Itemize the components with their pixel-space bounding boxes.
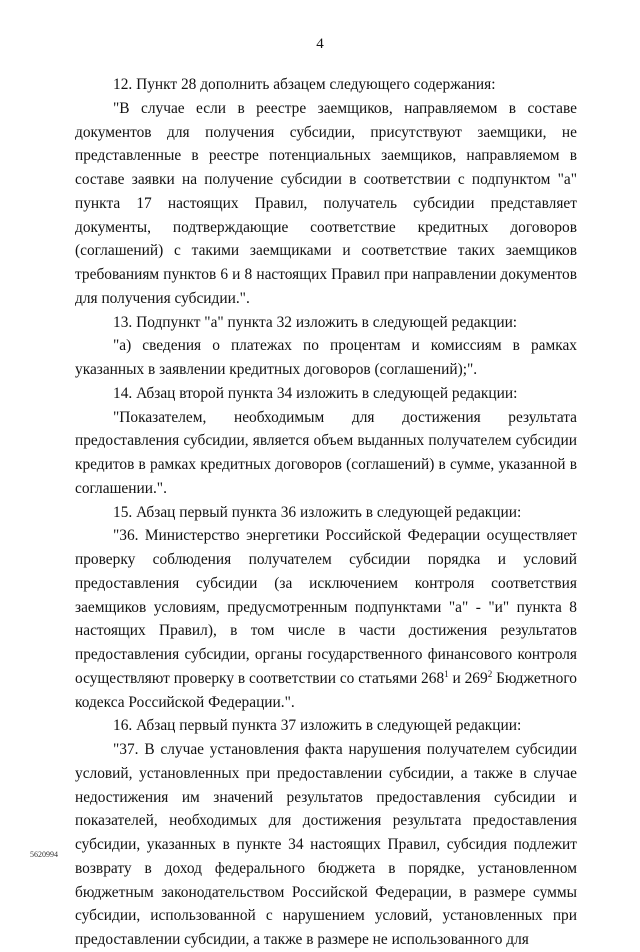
conjunction: и xyxy=(448,669,465,687)
item-14-heading: 14. Абзац второй пункта 34 изложить в следующей редакции: xyxy=(113,384,518,402)
article-superscript: 2 xyxy=(487,668,493,679)
item-16-heading: 16. Абзац первый пункта 37 изложить в следующей редакции: xyxy=(113,717,522,735)
item-12-text: "В случае если в реестре заемщиков, направляемом в составе документов для получения субсидии, присутствуют заемщики, не представленные в реестре потенциальных заемщиков, направляемом в составе заявки на получение субсидии в соответствии с подпунктом "а" пункта 17 настоящих Правил, получатель субсидии представляет документы, подтверждающие соответствие кредитных договоров (соглашений) с такими заемщиками и соответствие таких заемщиков требованиям пунктов 6 и 8 настоящих Правил при направлении документов для получения субсидии.". xyxy=(75,99,577,307)
item-13-heading: 13. Подпункт "а" пункта 32 изложить в следующей редакции: xyxy=(113,313,518,331)
document-body xyxy=(75,73,577,952)
document-code: 5620994 xyxy=(30,850,58,859)
item-15-heading: 15. Абзац первый пункта 36 изложить в следующей редакции: xyxy=(113,503,522,521)
article-number: 269 xyxy=(464,669,488,687)
item-14-text: "Показателем, необходимым для достижения результата предоставления субсидии, является объем выданных получателем субсидии кредитов в рамках кредитных договоров (соглашений) в сумме, указанной в соглашении.". xyxy=(75,408,577,497)
item-12-heading: 12. Пункт 28 дополнить абзацем следующего содержания: xyxy=(113,76,496,93)
article-number: 268 xyxy=(421,669,445,687)
article-269-ref xyxy=(465,670,493,687)
item-16-text: "37. В случае установления факта нарушения получателем субсидии условий, установленных при предоставлении субсидии, а также в случае недостижения им значений результатов предоставления субсидии и показателей, необходимых для достижения результата предоставления субсидии, указанных в пункте 34 настоящих Правил, субсидия подлежит возврату в доход федерального бюджета в порядке, установленном бюджетным законодательством Российской Федерации, в размере суммы субсидии, использованной с нарушением условий, установленных при предоставлении субсидии, а также в размере не использованного для xyxy=(75,741,577,948)
page-number: 4 xyxy=(316,36,324,52)
article-superscript: 1 xyxy=(444,668,449,679)
article-268-ref xyxy=(421,670,449,687)
item-13-text: "а) сведения о платежах по процентам и комиссиям в рамках указанных в заявлении кредитных договоров (соглашений);". xyxy=(75,337,577,378)
item-15-text-start: "36. Министерство энергетики Российской Федерации осуществляет проверку соблюдения получателем субсидии порядка и условий предоставления субсидии (за исключением контроля соответствия заемщиков условиям, предусмотренным подпунктами "а" - "и" пункта 8 настоящих Правил), в том числе в части достижения результатов предоставления субсидии, органы государственного финансового контроля осуществляют проверку в соответствии со статьями xyxy=(75,527,577,687)
item-15-text xyxy=(75,524,577,714)
item-15-text-end: Бюджетного кодекса Российской Федерации.". xyxy=(75,669,577,711)
